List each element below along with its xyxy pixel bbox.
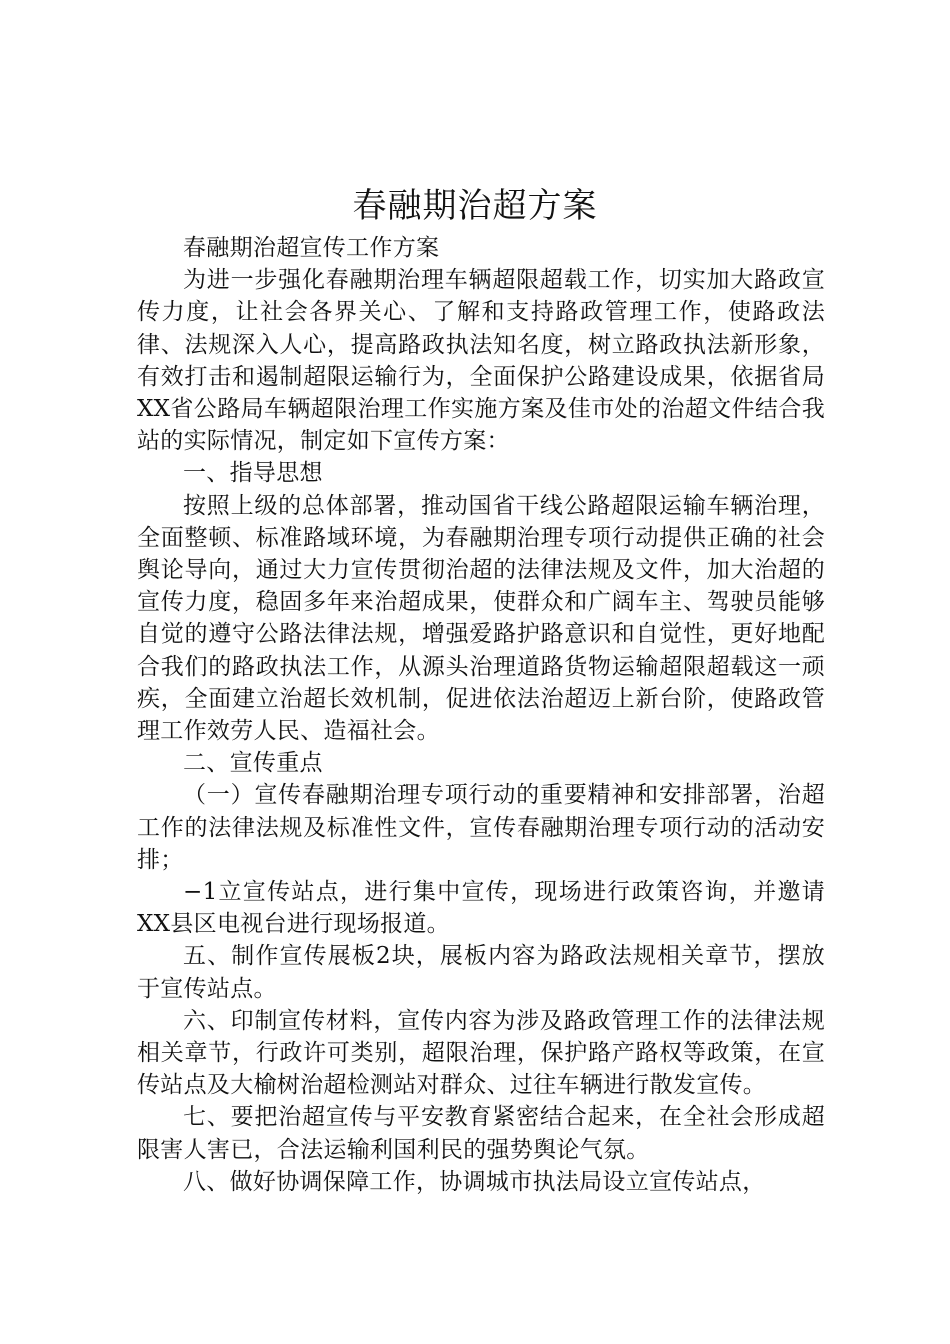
paragraph-item-8: 八、做好协调保障工作，协调城市执法局设立宣传站点， xyxy=(183,1168,766,1195)
heading-guiding-thought: 一、指导思想 xyxy=(183,460,323,487)
paragraph-focus-1: （一）宣传春融期治理专项行动的重要精神和安排部署，治超工作的法律法规及标准性文件，宣传春融期治理专项行动的活动安排； xyxy=(137,782,825,873)
document-title: 春融期治超方案 xyxy=(352,186,598,226)
paragraph-station: −1立宣传站点，进行集中宣传，现场进行政策咨询，并邀请XX县区电视台进行现场报道。 xyxy=(137,879,825,938)
paragraph-subtitle: 春融期治超宣传工作方案 xyxy=(183,235,440,261)
heading-publicity-focus: 二、宣传重点 xyxy=(183,750,323,777)
paragraph-intro: 为进一步强化春融期治理车辆超限超载工作，切实加大路政宣传力度，让社会各界关心、了解和支持路政管理工作，使路政法律、法规深入人心，提高路政执法知名度，树立路政执法新形象，有效打击和遏制超限运输行为，全面保护公路建设成果，依据省局XX省公路局车辆超限治理工作实施方案及佳市处的治超文件结合我站的实际情况，制定如下宣传方案： xyxy=(137,267,825,455)
paragraph-item-6: 六、印制宣传材料，宣传内容为涉及路政管理工作的法律法规相关章节，行政许可类别，超限治理，保护路产路权等政策，在宣传站点及大榆树治超检测站对群众、过往车辆进行散发宣传。 xyxy=(137,1007,825,1099)
paragraph-guiding-thought: 按照上级的总体部署，推动国省干线公路超限运输车辆治理，全面整顿、标准路域环境，为春融期治理专项行动提供正确的社会舆论导向，通过大力宣传贯彻治超的法律法规及文件，加大治超的宣传力度，稳固多年来治超成果，使群众和广阔车主、驾驶员能够自觉的遵守公路法律法规，增强爱路护路意识和自觉性，更好地配合我们的路政执法工作，从源头治理道路货物运输超限超载这一顽疾，全面建立治超长效机制，促进依法治超迈上新台阶，使路政管理工作效劳人民、造福社会。 xyxy=(137,492,825,745)
paragraph-item-5: 五、制作宣传展板2块，展板内容为路政法规相关章节，摆放于宣传站点。 xyxy=(137,943,825,1002)
paragraph-item-7: 七、要把治超宣传与平安教育紧密结合起来，在全社会形成超限害人害已，合法运输利国利民的强势舆论气氛。 xyxy=(137,1104,825,1163)
document-body xyxy=(137,232,825,1198)
